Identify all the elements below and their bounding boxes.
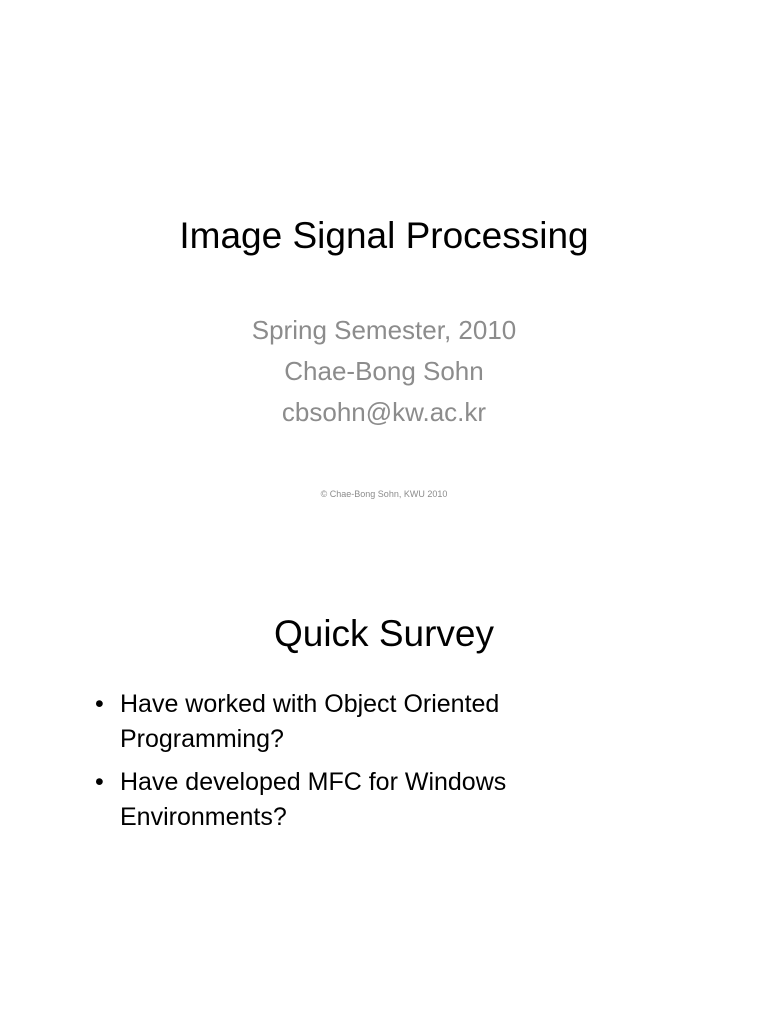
slide-survey-heading: Quick Survey [273,613,494,654]
bullet-item [95,687,615,757]
bullet-text: Have developed MFC for Windows Environments? [120,768,507,831]
slide-survey [0,512,768,1024]
bullet-list [95,687,615,843]
copyright-footer: © Chae-Bong Sohn, KWU 2010 [320,489,448,499]
bullet-icon: • [95,768,104,796]
bullet-text: Have worked with Object Oriented Programming? [120,690,500,753]
slide-title-heading: Image Signal Processing [179,215,589,256]
slide-subtitle [0,310,768,433]
semester-line: Spring Semester, 2010 [251,315,517,345]
bullet-item [95,765,615,835]
author-line: Chae-Bong Sohn [284,356,484,386]
email-line: cbsohn@kw.ac.kr [281,397,487,427]
bullet-icon: • [95,690,104,718]
